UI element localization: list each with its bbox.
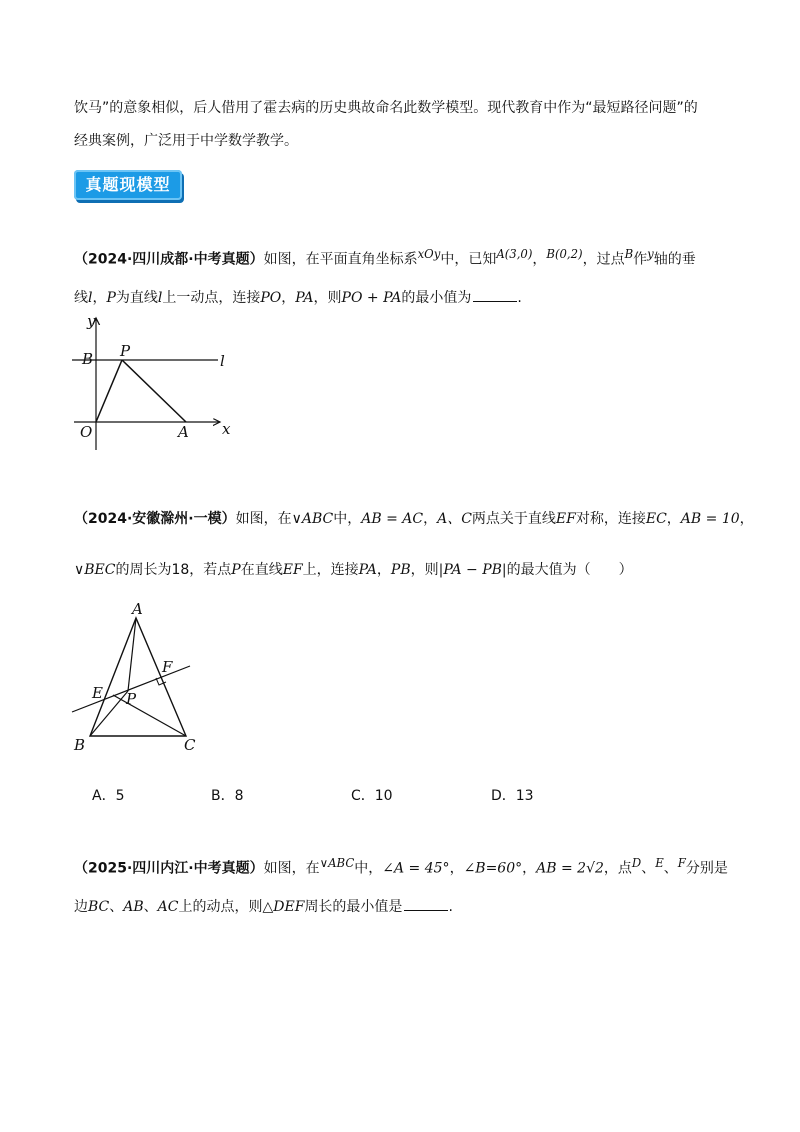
figure-1-coordinate-diagram bbox=[70, 310, 240, 460]
segment-ec bbox=[113, 695, 186, 736]
label-f: F bbox=[162, 658, 173, 676]
intro-line-2: 经典案例，广泛用于中学数学教学。 bbox=[74, 133, 298, 149]
option-c[interactable]: C．10 bbox=[351, 788, 393, 804]
label-y: y bbox=[87, 312, 96, 330]
label-l: l bbox=[220, 352, 225, 370]
math-triangle-abc: ∨ABC bbox=[291, 511, 334, 527]
intro-line-1: 饮马”的意象相似，后人借用了霍去病的历史典故命名此数学模型。现代教育中作为“最短路径问题”的 bbox=[74, 100, 698, 116]
label-b: B bbox=[82, 350, 94, 368]
math-xoy: xOy bbox=[417, 247, 441, 261]
math-point-a: A(3,0) bbox=[496, 247, 533, 261]
label-p: P bbox=[120, 342, 131, 360]
question-1-line-1: （2024·四川成都·中考真题）如图，在平面直角坐标系$^{xOy}$中，已知$^{A(3,0)}$，$^{B(0,2)}$，过点$^B$作$^y$轴的垂 bbox=[74, 247, 696, 268]
question-3-source: （2025·四川内江·中考真题） bbox=[74, 860, 264, 877]
question-2-line-2: ∨BEC的周长为18，若点P在直线EF上，连接PA，PB，则|PA − PB|的最大值为（ ） bbox=[74, 562, 633, 578]
question-3-line-2: 边BC、AB、AC上的动点，则△DEF周长的最小值是 . bbox=[74, 899, 453, 915]
question-3-line-1: （2025·四川内江·中考真题）如图，在$^{\vee ABC}$中，∠A = 45°，∠B=60°，AB = 2√2，点$^D$、$^E$、$^F$分别是 bbox=[74, 856, 728, 877]
segment-pa bbox=[122, 360, 186, 422]
math-point-b: B(0,2) bbox=[546, 247, 583, 261]
label-a: A bbox=[178, 423, 189, 441]
label-e: E bbox=[92, 684, 103, 702]
option-a[interactable]: A．5 bbox=[92, 788, 125, 804]
math-abs-pa-pb: |PA − PB| bbox=[438, 562, 507, 578]
answer-blank bbox=[404, 898, 448, 911]
segment-po bbox=[96, 360, 122, 422]
label-p: P bbox=[126, 690, 137, 708]
question-1-source: （2024·四川成都·中考真题） bbox=[74, 251, 264, 268]
math-triangle-abc: ∨ABC bbox=[319, 856, 355, 870]
label-a: A bbox=[132, 600, 143, 618]
math-triangle-def: △DEF bbox=[262, 899, 305, 915]
question-2-line-1: （2024·安徽滁州·一模）如图，在∨ABC中，AB = AC，A、C两点关于直线EF对称，连接EC，AB = 10， bbox=[74, 511, 754, 527]
math-po-plus-pa: PO + PA bbox=[341, 290, 402, 306]
label-b: B bbox=[74, 736, 86, 754]
label-x: x bbox=[222, 420, 231, 438]
section-banner: 真题现模型 bbox=[74, 170, 182, 200]
figure-2-triangle-diagram bbox=[66, 596, 206, 756]
answer-blank bbox=[473, 289, 517, 302]
option-b[interactable]: B．8 bbox=[211, 788, 244, 804]
math-triangle-bec: ∨BEC bbox=[74, 562, 116, 578]
option-d[interactable]: D．13 bbox=[491, 788, 534, 804]
question-2-source: （2024·安徽滁州·一模） bbox=[74, 511, 236, 527]
label-o: O bbox=[80, 423, 93, 441]
question-1-line-2: 线l，P为直线l上一动点，连接PO，PA，则PO + PA的最小值为 . bbox=[74, 290, 522, 306]
label-c: C bbox=[184, 736, 196, 754]
